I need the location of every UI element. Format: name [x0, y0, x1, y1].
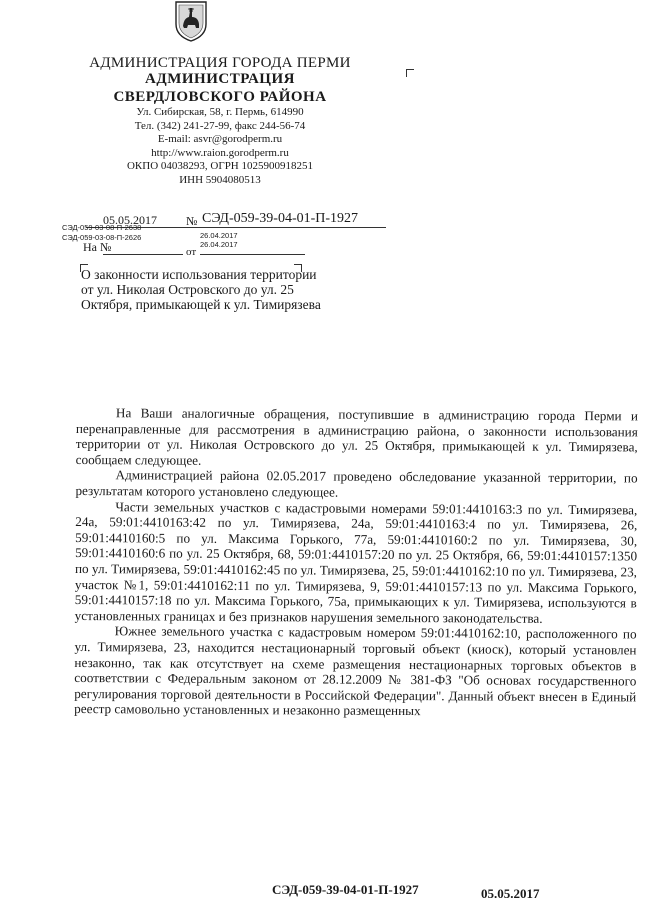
- body-paragraph: Части земельных участков с кадастровыми номерами 59:01:4410163:3 по ул. Тимирязева, 24а, 59:01:4410163:42 по ул. Тимирязева, 24а, 59:01:4410163:4 по ул. Тимирязева, 26, 59:01:4410160:5 по ул. Максима Горького, 77а, 59:01:4410160:2 по ул. Тимирязева, 30, 59:01:4410160:6 по ул. 25 Октября, 68, 59:01:4410157:20 по ул. 25 Октября, 66, 59:01:4410157:1350 по ул. Тимирязева, 59:01:4410162:45 по ул. Тимирязева, 25, 59:01:4410162:10 по ул. Тимирязева, 23, участок №1, 59:01:4410162:11 по ул. Тимирязева, 9, 59:01:4410157:13 по ул. Максима Горького, 59:01:4410157:18 по ул. Максима Горького, 75а, примыкающих к ул. Тимирязева, используются в установленных границах и без признаков нарушения земельного законодательства.: [74, 498, 638, 626]
- website-line: http://www.raion.gorodperm.ru: [151, 146, 289, 159]
- body-paragraph: Администрацией района 02.05.2017 проведено обследование указанной территории, по результатам которого установлено следующее.: [75, 467, 638, 500]
- reply-date-underline: [200, 254, 305, 255]
- administration-title: АДМИНИСТРАЦИЯ: [145, 71, 295, 87]
- reply-date-label: от: [186, 246, 197, 258]
- letterhead: [60, 55, 380, 187]
- reference-number-2: СЭД-059-03-08-П-2626: [62, 233, 142, 242]
- body-paragraph: На Ваши аналогичные обращения, поступившие в администрацию города Перми и перенаправленные для рассмотрения в администрацию района, о законности использования территории от ул. Николая Островского до ул. 25 Октября, примыкающей к ул. Тимирязева, сообщаем следующее.: [75, 405, 638, 468]
- okpo-line: ОКПО 04038293, ОГРН 1025900918251: [126, 160, 314, 172]
- city-administration-title: АДМИНИСТРАЦИЯ ГОРОДА ПЕРМИ: [89, 55, 351, 71]
- footer-date: 05.05.2017: [481, 886, 540, 901]
- district-title: СВЕРДЛОВСКОГО РАЙОНА: [113, 89, 327, 105]
- letter-body: [74, 405, 638, 720]
- email-line: E-mail: asvr@gorodperm.ru: [157, 133, 283, 145]
- registration-date: 05.05.2017: [103, 213, 157, 227]
- reference-date-2: 26.04.2017: [200, 240, 238, 249]
- phone-line: Тел. (342) 241-27-99, факс 244-56-74: [134, 119, 306, 132]
- registration-number: СЭД-059-39-04-01-П-1927: [202, 211, 359, 226]
- registration-number-label: №: [186, 214, 198, 228]
- footer-registration-number: СЭД-059-39-04-01-П-1927: [272, 882, 419, 897]
- body-paragraph: Южнее земельного участка с кадастровым номером 59:01:4410162:10, расположенного по ул. Тимирязева, 23, находится нестационарный торговый объект (киоск), который установлен незаконно, так как отсутствует на схеме размещения нестационарных торговых объектов в соответствии с Федеральным законом от 28.12.2009 № 381-ФЗ "Об основах государственного регулирования торговой деятельности в Российской Федерации". Данный объект внесен в Единый реестр самовольно установленных и незаконно размещенных: [74, 623, 637, 719]
- reference-date-1: 26.04.2017: [200, 231, 238, 240]
- reply-number-underline: [103, 254, 183, 255]
- coat-of-arms-icon: [174, 0, 208, 42]
- letter-subject: О законности использования территории от ул. Николая Островского до ул. 25 Октября, примыкающей к ул. Тимирязева: [81, 267, 321, 312]
- inn-line: ИНН 5904080513: [179, 173, 261, 186]
- reference-number-1: СЭД-059-03-08-П-2638: [62, 223, 142, 232]
- address-corner-mark: [406, 69, 414, 77]
- address-line: Ул. Сибирская, 58, г. Пермь, 614990: [136, 106, 304, 118]
- reply-to-label: На №: [83, 240, 112, 254]
